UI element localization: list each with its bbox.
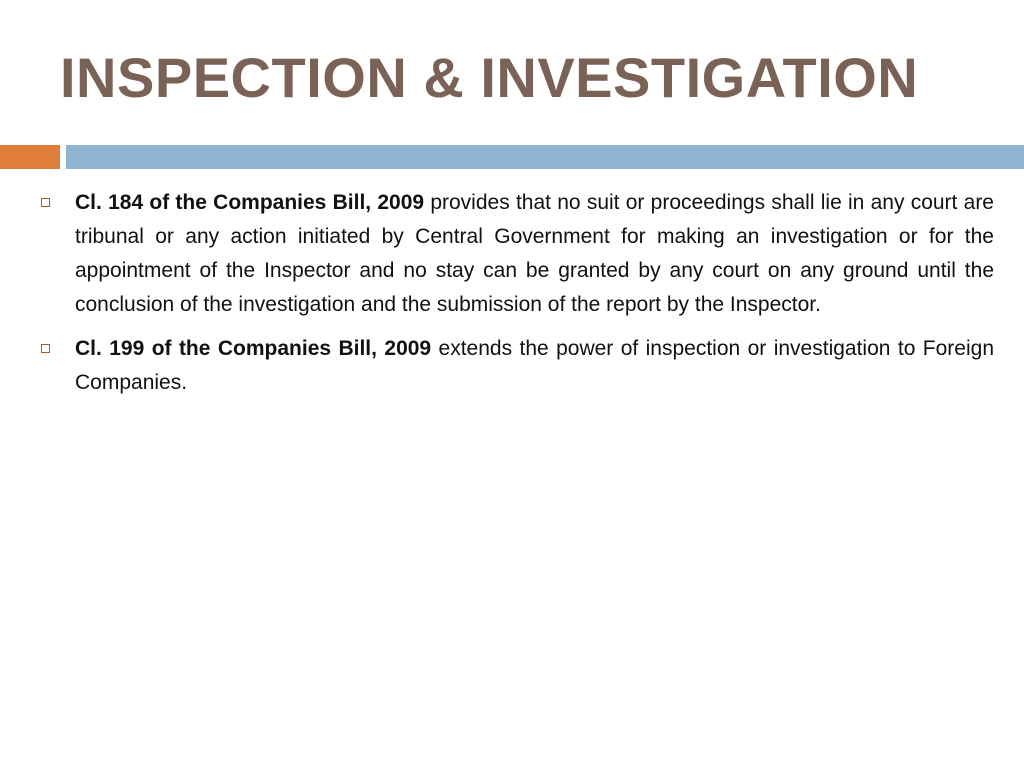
slide-title: INSPECTION & INVESTIGATION [60, 46, 919, 109]
accent-bar-orange [0, 145, 60, 169]
bullet-lead: Cl. 199 of the Companies Bill, 2009 [75, 337, 432, 360]
bullet-list [38, 186, 994, 410]
square-bullet-icon [41, 344, 50, 353]
bullet-text: provides that no suit or proceedings shall lie in any court are tribunal or any action initiated by Central Government for making an investigation or for the appointment of the Inspector and no stay can be granted by any court on any ground until the conclusion of the investigation and the submission of the report by the Inspector. [75, 191, 994, 316]
bullet-item [38, 332, 994, 400]
square-bullet-icon [41, 198, 50, 207]
bullet-lead: Cl. 184 of the Companies Bill, 2009 [75, 191, 425, 214]
bullet-item [38, 186, 994, 322]
bullet-text: extends the power of inspection or investigation to Foreign Companies. [75, 337, 994, 394]
accent-bar-blue [66, 145, 1024, 169]
